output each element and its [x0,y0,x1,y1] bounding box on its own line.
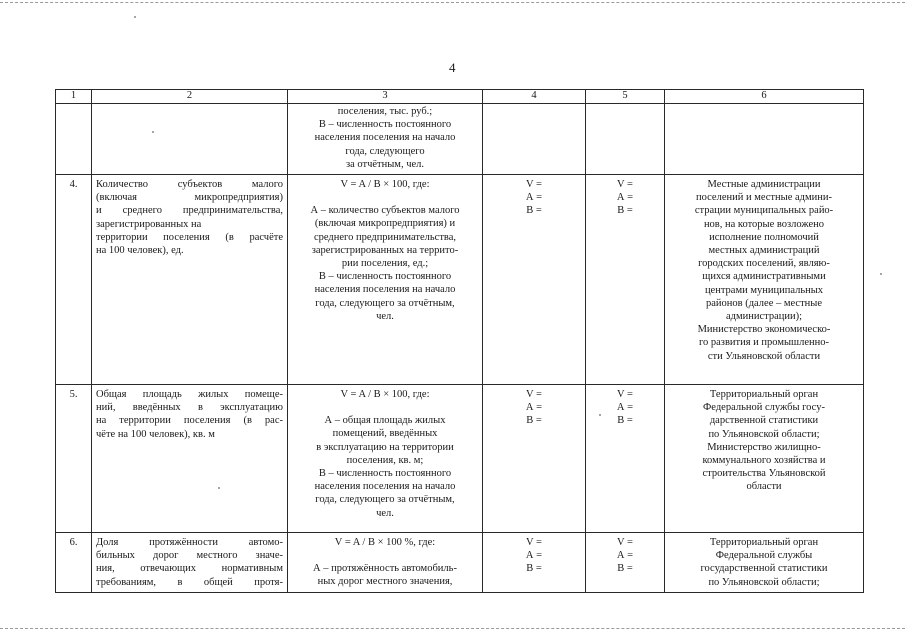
org-line: поселений и местные админи- [696,192,832,204]
formula-line: зарегистрированных на террито- [311,244,459,256]
value-label: В = [526,415,542,427]
value-label: В = [526,563,542,575]
value-label: А = [616,550,634,562]
indicators-table [55,89,864,593]
name-line: Доля протяжённости автомо- [96,537,283,548]
scan-edge-top [0,2,905,3]
org-line: области [746,481,782,493]
org-line: страции муниципальных райо- [694,205,834,217]
formula-line: чел. [376,310,394,322]
formula-line: В – численность постоянного [318,119,452,131]
formula [288,385,483,533]
table-row-4 [56,175,864,385]
formula [288,175,483,385]
org-line: Министерство экономическо- [697,324,831,336]
org-line: Федеральной службы госу- [703,402,825,414]
cell-col5-values [586,175,665,385]
value-label: V = [617,179,633,190]
org-line: дарственной статистики [709,415,819,427]
indicator-name [92,175,288,385]
cell-col5-values [586,385,665,533]
name-line: бильных дорог местного значе- [96,550,283,562]
column-header-2: 2 [92,90,288,104]
formula-head: V = A / B × 100, где: [340,389,430,400]
formula-line: в эксплуатацию на территории [316,441,454,453]
org-line: администрации); [725,311,803,323]
name-line: чёте на 100 человек), кв. м [96,428,215,440]
value-label: В = [526,205,542,217]
value-label: А = [525,192,543,204]
formula-line: населения поселения на начало [314,132,456,144]
org-line: го развития и промышленно- [698,337,830,349]
column-header-1: 1 [56,90,92,104]
formula-line: года, следующего [345,145,425,157]
scan-speck [218,487,220,489]
cell-col5-values [586,533,665,593]
formula-line: среднего предпринимательства, [313,231,457,243]
value-label: V = [526,179,542,190]
column-header-6: 6 [665,90,864,104]
value-label: А = [616,402,634,414]
org-line: Федеральной службы [715,550,813,562]
cell-num [56,104,92,175]
value-label: V = [617,537,633,548]
column-header-4: 4 [483,90,586,104]
formula-line: поселения, кв. м; [346,454,424,466]
indicator-name [92,385,288,533]
formula-head: V = A / B × 100, где: [340,179,430,190]
cell-org [665,104,864,175]
org-line: центрами муниципальных [704,284,824,296]
formula-line: А – протяжённость автомобиль- [313,563,457,575]
value-label: А = [525,402,543,414]
name-line: ния, отвечающих нормативным [96,563,283,575]
responsible-org [665,385,864,533]
responsible-org [665,533,864,593]
formula [288,533,483,593]
column-header-5: 5 [586,90,665,104]
org-line: Территориальный орган [709,537,819,548]
scan-speck [599,414,601,416]
name-line: (включая микропредприятия) [96,192,283,204]
column-header-3: 3 [288,90,483,104]
formula-line: рии поселения, ед.; [341,258,429,270]
cell-col4 [483,104,586,175]
cell-col4-values [483,175,586,385]
value-label: В = [617,205,633,217]
formula-line: В – численность постоянного [318,468,452,480]
formula-line: чел. [376,507,394,519]
name-line: и среднего предпринимательства, зарегистрированных на [96,205,283,230]
org-line: нов, на которые возложено [703,218,825,230]
name-line: Общая площадь жилых помеще- [96,389,283,400]
value-label: V = [526,389,542,400]
org-line: местных администраций [708,245,820,257]
name-line: на территории поселения (в рас- [96,415,283,427]
formula-line: ных дорог местного значения, [317,576,453,588]
page-number: 4 [449,60,456,75]
value-label: В = [617,415,633,427]
cell-name [92,104,288,175]
name-line: ний, введённых в эксплуатацию [96,402,283,414]
org-line: строительства Ульяновской [702,468,826,480]
value-label: V = [617,389,633,400]
formula-line: населения поселения на начало [314,284,456,296]
name-line: территории поселения (в расчёте [96,231,283,243]
formula-line: А – количество субъектов малого [310,205,460,217]
row-number: 5. [56,385,92,533]
row-number: 4. [56,175,92,385]
cell-col5 [586,104,665,175]
formula-head: V = A / B × 100 %, где: [334,537,436,548]
org-line: по Ульяновской области; [708,428,820,440]
org-line: по Ульяновской области; [708,576,820,588]
name-line: на 100 человек), ед. [96,245,184,257]
org-line: Министерство жилищно- [707,441,821,453]
scan-speck [880,273,882,275]
org-line: государственной статистики [700,563,828,575]
cell-col4-values [483,385,586,533]
value-label: V = [526,537,542,548]
org-line: щихся административными [702,271,826,283]
scan-edge-bottom [0,628,905,629]
name-line: Количество субъектов малого [96,179,283,190]
table-row-6 [56,533,864,593]
formula-line: года, следующего за отчётным, [315,297,455,309]
cell-formula [288,104,483,175]
formula-line: населения поселения на начало [314,481,456,493]
org-line: районов (далее – местные [705,297,823,309]
org-line: сти Ульяновской области [707,350,821,362]
formula-line: А – общая площадь жилых [324,415,446,427]
org-line: Местные администрации [707,179,821,190]
table-row-continuation [56,104,864,175]
name-line: требованиям, в общей протя- [96,576,283,588]
table-row-5 [56,385,864,533]
formula-line: (включая микропредприятия) и [314,218,456,230]
row-number: 6. [56,533,92,593]
value-label: В = [617,563,633,575]
org-line: коммунального хозяйства и [702,455,826,467]
formula-line: помещений, введённых [332,428,438,440]
value-label: А = [525,550,543,562]
formula-line: В – численность постоянного [318,271,452,283]
org-line: городских поселений, являю- [698,258,830,270]
indicator-name [92,533,288,593]
formula-line: года, следующего за отчётным, [315,494,455,506]
responsible-org [665,175,864,385]
value-label: А = [616,192,634,204]
formula-line: за отчётным, чел. [345,158,425,170]
org-line: исполнение полномочий [709,231,819,243]
scan-speck [134,16,136,18]
org-line: Территориальный орган [709,389,819,400]
table-header-row [56,90,864,104]
cell-col4-values [483,533,586,593]
scan-speck [152,131,154,133]
formula-line: поселения, тыс. руб.; [337,106,433,117]
